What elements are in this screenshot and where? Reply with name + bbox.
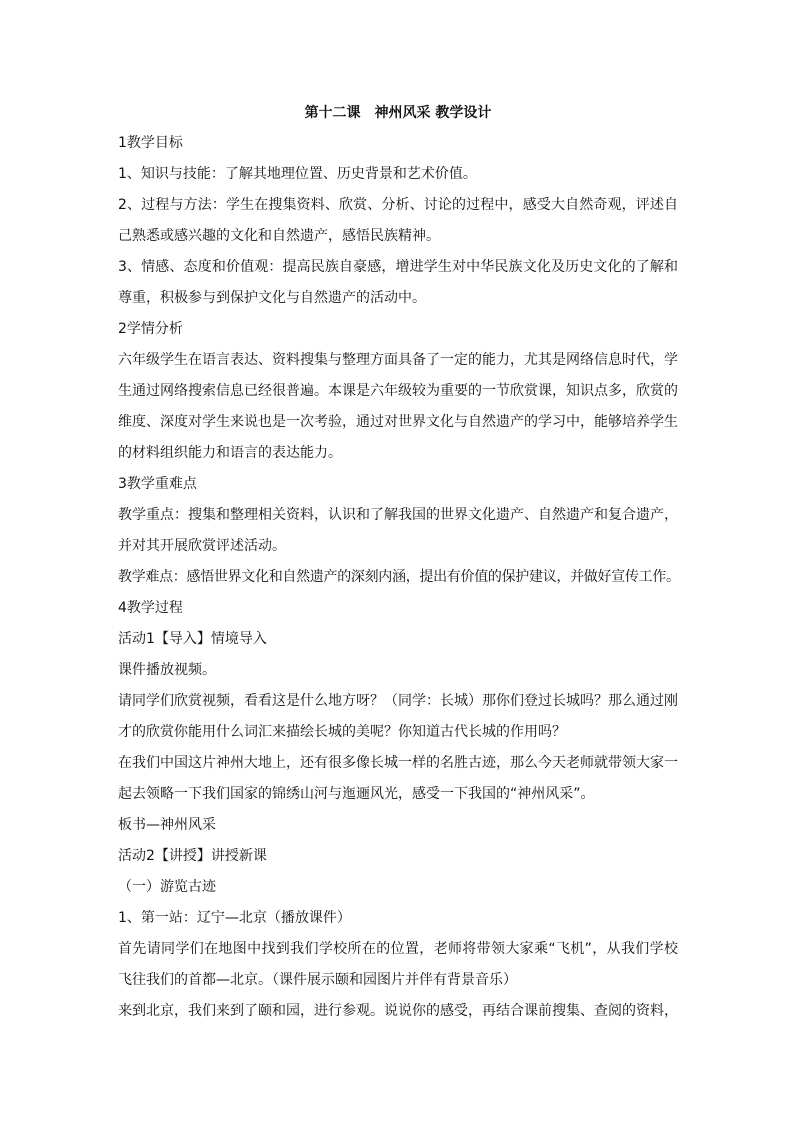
goal-emotion-values: 3、情感、态度和价值观：提高民族自豪感，增进学生对中华民族文化及历史文化的了解和尊重，积极参与到保护文化与自然遗产的活动中。 [118, 259, 678, 306]
activity-1-question: 请同学们欣赏视频，看看这是什么地方呀？（同学：长城）那你们登过长城吗？那么通过刚才的欣赏你能用什么词汇来描绘长城的美呢？你知道古代长城的作用吗？ [118, 693, 678, 740]
heading-learner-analysis: 2学情分析 [118, 321, 183, 337]
difficult-point-text: 教学难点：感悟世界文化和自然遗产的深刻内涵，提出有价值的保护建议，并做好宣传工作。 [118, 569, 680, 585]
stop-1-text: 首先请同学们在地图中找到我们学校所在的位置，老师将带领大家乘“飞机”，从我们学校飞往我们的首都—北京。（课件展示颐和园图片并伴有背景音乐） [118, 941, 678, 988]
heading-key-difficult-points: 3教学重难点 [118, 476, 197, 492]
summer-palace-text: 来到北京，我们来到了颐和园，进行参观。说说你的感受，再结合课前搜集、查阅的资料， [118, 1003, 678, 1019]
document-title: 第十二课 神州风采 教学设计 [304, 105, 492, 121]
activity-2-heading: 活动2【讲授】讲授新课 [118, 848, 267, 864]
blackboard-note: 板书—神州风采 [118, 817, 216, 833]
key-point-text: 教学重点：搜集和整理相关资料，认识和了解我国的世界文化遗产、自然遗产和复合遗产，并对其开展欣赏评述活动。 [118, 507, 678, 554]
activity-1-heading: 活动1【导入】情境导入 [118, 631, 267, 647]
heading-teaching-goals: 1教学目标 [118, 135, 183, 151]
document-page [118, 98, 678, 1027]
goal-process-method: 2、过程与方法：学生在搜集资料、欣赏、分析、讨论的过程中，感受大自然奇观，评述自己熟悉或感兴趣的文化和自然遗产，感悟民族精神。 [118, 197, 678, 244]
activity-1-video: 课件播放视频。 [118, 662, 216, 678]
heading-teaching-process: 4教学过程 [118, 600, 183, 616]
stop-1-heading: 1、第一站：辽宁—北京（播放课件） [118, 910, 351, 926]
goal-knowledge-skills: 1、知识与技能：了解其地理位置、历史背景和艺术价值。 [118, 166, 477, 182]
section-tour-heading: （一）游览古迹 [118, 879, 216, 895]
activity-1-intro: 在我们中国这片神州大地上，还有很多像长城一样的名胜古迹，那么今天老师就带领大家一起去领略一下我们国家的锦绣山河与迤逦风光，感受一下我国的“神州风采”。 [118, 755, 678, 802]
learner-analysis-text: 六年级学生在语言表达、资料搜集与整理方面具备了一定的能力，尤其是网络信息时代，学生通过网络搜索信息已经很普遍。本课是六年级较为重要的一节欣赏课，知识点多，欣赏的维度、深度对学生来说也是一次考验，通过对世界文化与自然遗产的学习中，能够培养学生的材料组织能力和语言的表达能力。 [118, 352, 678, 461]
